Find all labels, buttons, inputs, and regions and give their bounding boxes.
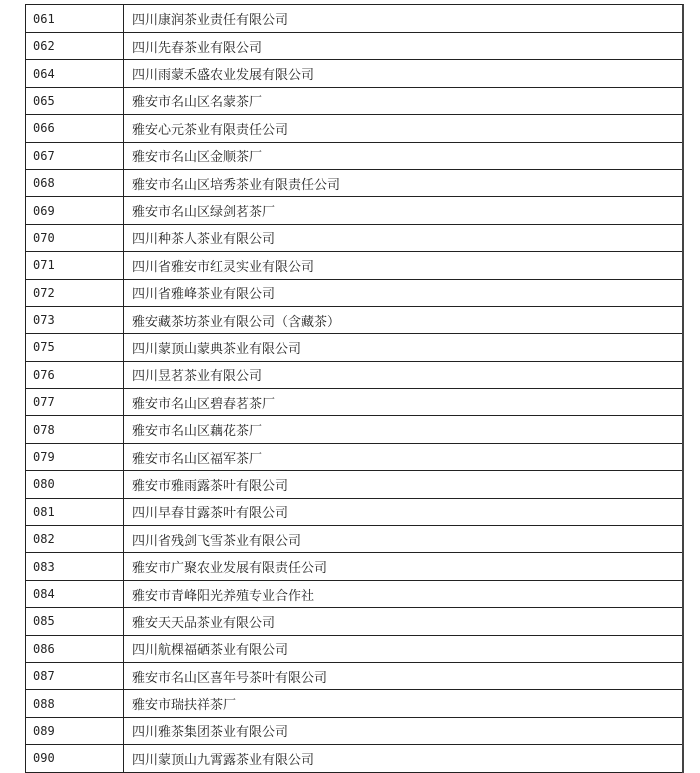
table-row	[26, 444, 682, 471]
table-row	[26, 471, 682, 498]
table-row	[26, 225, 682, 252]
company-name: 四川省雅安市红灵实业有限公司	[132, 259, 315, 275]
row-id: 079	[26, 444, 124, 470]
company-name: 雅安市名山区金顺茶厂	[132, 150, 263, 166]
company-name: 四川蒙顶山九霄露茶业有限公司	[132, 752, 315, 768]
row-id: 080	[26, 471, 124, 497]
row-id: 077	[26, 389, 124, 415]
table-row	[26, 499, 682, 526]
row-id: 086	[26, 636, 124, 662]
table-row	[26, 581, 682, 608]
company-name: 四川蒙顶山蒙典茶业有限公司	[132, 341, 302, 357]
company-name: 雅安市雅雨露茶叶有限公司	[132, 478, 289, 494]
row-id: 065	[26, 88, 124, 114]
company-name: 雅安市名山区培秀茶业有限责任公司	[132, 177, 341, 193]
table-row	[26, 416, 682, 443]
row-id: 071	[26, 252, 124, 278]
company-name: 四川先春茶业有限公司	[132, 40, 263, 56]
table-row	[26, 718, 682, 745]
company-name: 雅安天天品茶业有限公司	[132, 615, 276, 631]
row-id: 064	[26, 60, 124, 86]
row-id: 085	[26, 608, 124, 634]
company-name: 四川雅茶集团茶业有限公司	[132, 725, 289, 741]
company-name: 雅安市名山区名蒙茶厂	[132, 95, 263, 111]
company-name: 雅安市名山区藕花茶厂	[132, 424, 263, 440]
table-row	[26, 280, 682, 307]
table-row	[26, 170, 682, 197]
table-row	[26, 553, 682, 580]
table-row	[26, 745, 682, 772]
row-id: 062	[26, 33, 124, 59]
row-id: 083	[26, 553, 124, 579]
row-id: 082	[26, 526, 124, 552]
company-name: 雅安市广聚农业发展有限责任公司	[132, 561, 328, 577]
company-name: 四川雨蒙禾盛农业发展有限公司	[132, 68, 315, 84]
row-id: 067	[26, 143, 124, 169]
company-name: 雅安市名山区绿剑茗茶厂	[132, 205, 276, 221]
table-row	[26, 88, 682, 115]
company-name: 雅安市瑞扶祥茶厂	[132, 698, 237, 714]
row-id: 078	[26, 416, 124, 442]
row-id: 084	[26, 581, 124, 607]
row-id: 073	[26, 307, 124, 333]
table-row	[26, 307, 682, 334]
row-id: 068	[26, 170, 124, 196]
row-id: 081	[26, 499, 124, 525]
company-name: 四川省残剑飞雪茶业有限公司	[132, 533, 302, 549]
company-name: 雅安心元茶业有限责任公司	[132, 122, 289, 138]
table-row	[26, 197, 682, 224]
row-id: 076	[26, 362, 124, 388]
table-row	[26, 60, 682, 87]
table-row	[26, 334, 682, 361]
company-name: 四川种茶人茶业有限公司	[132, 232, 276, 248]
table-row	[26, 608, 682, 635]
company-name: 四川航棵福硒茶业有限公司	[132, 643, 289, 659]
table-row	[26, 389, 682, 416]
table-row	[26, 526, 682, 553]
company-name: 四川康润茶业责任有限公司	[132, 13, 289, 28]
table-row	[26, 690, 682, 717]
table-row	[26, 5, 682, 33]
company-name: 雅安市名山区喜年号茶叶有限公司	[132, 670, 328, 686]
table-row	[26, 663, 682, 690]
company-name: 雅安市青峰阳光养殖专业合作社	[132, 588, 315, 604]
row-id: 090	[26, 745, 124, 771]
company-name: 雅安市名山区福军茶厂	[132, 451, 263, 467]
row-id: 087	[26, 663, 124, 689]
row-id: 069	[26, 197, 124, 223]
company-name: 雅安市名山区碧春茗茶厂	[132, 396, 276, 412]
table-row	[26, 143, 682, 170]
table-row	[26, 636, 682, 663]
table-row	[26, 252, 682, 279]
row-id: 061	[26, 5, 124, 32]
row-id: 072	[26, 280, 124, 306]
table-row	[26, 115, 682, 142]
table-row	[26, 33, 682, 60]
company-name: 四川早春甘露茶叶有限公司	[132, 506, 289, 522]
company-name: 四川昱茗茶业有限公司	[132, 369, 263, 385]
row-id: 066	[26, 115, 124, 141]
row-id: 088	[26, 690, 124, 716]
company-name: 雅安藏茶坊茶业有限公司（含藏茶）	[132, 314, 341, 330]
row-id: 089	[26, 718, 124, 744]
row-id: 075	[26, 334, 124, 360]
row-id: 070	[26, 225, 124, 251]
table-row	[26, 362, 682, 389]
company-name: 四川省雅峰茶业有限公司	[132, 287, 276, 303]
company-table	[25, 4, 684, 773]
